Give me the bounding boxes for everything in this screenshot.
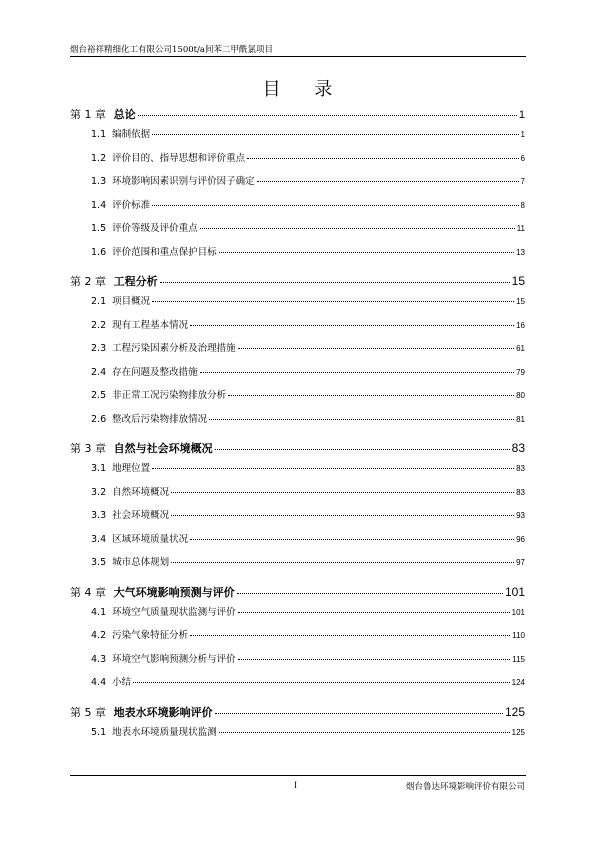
- toc-entry-title: 工程分析: [113, 275, 158, 288]
- toc-entry-number: 2.1: [91, 296, 107, 307]
- toc-entry-number: 1.4: [91, 199, 107, 211]
- toc-entry-page: 101: [504, 584, 525, 599]
- toc-entry-title: 地理位置: [112, 463, 151, 474]
- toc-entry-page: 83: [511, 441, 525, 455]
- toc-entry-number: 3.2: [91, 486, 107, 498]
- dot-leader: [190, 539, 514, 540]
- toc-section-entry[interactable]: [70, 364, 525, 388]
- dot-leader: [190, 635, 510, 636]
- toc-entry-page: 1: [518, 109, 525, 121]
- toc-entry-title: 评价范围和重点保护目标: [112, 246, 217, 258]
- toc-section-entry[interactable]: [70, 484, 525, 508]
- toc-entry-page: 13: [516, 247, 525, 257]
- toc-entry-title: 大气环境影响预测与评价: [113, 585, 235, 599]
- toc-entry-title: 评价标准: [112, 199, 151, 211]
- toc-entry-page: 93: [516, 511, 525, 520]
- toc-entry-title: 地表水环境质量现状监测: [112, 726, 217, 738]
- toc-entry-page: 8: [520, 200, 525, 210]
- dot-leader: [152, 134, 518, 135]
- toc-section-entry[interactable]: [70, 126, 525, 150]
- toc-entry-title: 小结: [112, 677, 132, 688]
- toc-entry-page: 125: [504, 704, 525, 719]
- dot-leader: [238, 612, 510, 613]
- toc-entry-page: 115: [512, 654, 525, 664]
- toc-section-entry[interactable]: [70, 293, 525, 317]
- toc-entry-page: 83: [516, 464, 525, 473]
- toc-entry-page: 81: [516, 414, 525, 424]
- toc-entry-page: 61: [516, 344, 525, 353]
- toc-entry-page: 97: [516, 558, 525, 567]
- toc-entry-number: 4.4: [91, 677, 107, 688]
- dot-leader: [138, 115, 517, 116]
- toc-section-entry[interactable]: [70, 244, 525, 268]
- dot-leader: [219, 732, 510, 733]
- toc-entry-number: 第 5 章: [70, 705, 106, 719]
- toc-entry-number: 1.3: [91, 176, 107, 187]
- toc-entry-page: 11: [516, 224, 525, 233]
- page-number: I: [294, 780, 297, 790]
- toc-section-entry[interactable]: [70, 411, 525, 435]
- toc-entry-page: 79: [516, 367, 525, 377]
- toc-section-entry[interactable]: [70, 220, 525, 244]
- dot-leader: [219, 252, 514, 253]
- toc-section-entry[interactable]: [70, 507, 525, 531]
- toc-entry-number: 1.5: [91, 223, 107, 234]
- dot-leader: [152, 468, 514, 469]
- dot-leader: [171, 492, 514, 493]
- dot-leader: [152, 301, 514, 302]
- dot-leader: [171, 562, 514, 563]
- toc-entry-page: 101: [511, 607, 525, 617]
- toc-entry-number: 第 1 章: [70, 108, 106, 121]
- toc-entry-number: 第 4 章: [70, 585, 106, 599]
- toc-section-entry[interactable]: [70, 150, 525, 174]
- dot-leader: [160, 282, 510, 283]
- dot-leader: [215, 449, 510, 450]
- toc-entry-number: 1.6: [91, 246, 107, 258]
- toc-entry-page: 110: [512, 631, 525, 640]
- header-rule: [70, 56, 526, 57]
- toc-entry-title: 评价等级及评价重点: [112, 223, 198, 234]
- toc-entry-number: 4.1: [91, 606, 107, 618]
- toc-entry-page: 83: [516, 487, 525, 497]
- toc-section-entry[interactable]: [70, 674, 525, 698]
- toc-entry-title: 自然环境概况: [112, 486, 170, 498]
- toc-section-entry[interactable]: [70, 604, 525, 628]
- toc-entry-page: 1: [520, 130, 525, 139]
- toc-chapter-entry[interactable]: [70, 106, 525, 126]
- toc-entry-title: 环境空气质量现状监测与评价: [112, 606, 236, 618]
- toc-entry-number: 2.4: [91, 366, 107, 378]
- toc-entry-title: 存在问题及整改措施: [112, 366, 198, 378]
- toc-entry-number: 第 2 章: [70, 275, 106, 288]
- toc-section-entry[interactable]: [70, 317, 525, 341]
- dot-leader: [228, 395, 514, 396]
- toc-entry-number: 4.2: [91, 630, 107, 641]
- toc-entry-number: 1.2: [91, 152, 107, 164]
- toc-entry-page: 15: [511, 274, 525, 288]
- toc-chapter-entry[interactable]: [70, 584, 525, 604]
- toc-entry-page: 80: [516, 391, 525, 400]
- toc-title: 目 录: [262, 79, 347, 100]
- toc-entry-number: 2.5: [91, 390, 107, 401]
- dot-leader: [152, 205, 518, 206]
- toc-section-entry[interactable]: [70, 531, 525, 555]
- toc-entry-number: 3.3: [91, 510, 107, 521]
- toc-entry-number: 4.3: [91, 653, 107, 665]
- toc-entry-title: 地表水环境影响评价: [113, 705, 213, 719]
- dot-leader: [237, 593, 503, 594]
- footer-company: 烟台鲁达环境影响评价有限公司: [405, 782, 525, 792]
- toc-entry-title: 环境空气影响预测分析与评价: [112, 653, 236, 665]
- toc-chapter-entry[interactable]: [70, 273, 525, 293]
- table-of-contents: [70, 100, 525, 747]
- dot-leader: [238, 348, 514, 349]
- toc-section-entry[interactable]: [70, 387, 525, 411]
- toc-entry-title: 环境影响因素识别与评价因子确定: [112, 176, 255, 187]
- toc-section-entry[interactable]: [70, 627, 525, 651]
- toc-entry-page: 6: [520, 153, 525, 163]
- toc-entry-page: 15: [516, 297, 525, 306]
- toc-chapter-entry[interactable]: [70, 440, 525, 460]
- toc-section-entry[interactable]: [70, 340, 525, 364]
- toc-section-entry[interactable]: [70, 554, 525, 578]
- toc-entry-page: 125: [511, 727, 525, 737]
- toc-entry-number: 3.1: [91, 463, 107, 474]
- toc-entry-title: 社会环境概况: [112, 510, 170, 521]
- toc-entry-number: 3.5: [91, 557, 107, 568]
- dot-leader: [200, 372, 514, 373]
- toc-section-entry[interactable]: [70, 173, 525, 197]
- dot-leader: [238, 659, 511, 660]
- footer-rule: [70, 775, 526, 776]
- dot-leader: [190, 325, 514, 326]
- toc-entry-page: 96: [516, 534, 525, 544]
- toc-entry-title: 非正常工况污染物排放分析: [112, 390, 227, 401]
- toc-entry-number: 第 3 章: [70, 442, 106, 455]
- toc-section-entry[interactable]: [70, 197, 525, 221]
- toc-entry-page: 124: [511, 678, 525, 687]
- toc-entry-number: 2.6: [91, 413, 107, 425]
- dot-leader: [247, 158, 518, 159]
- toc-entry-number: 1.1: [91, 129, 107, 140]
- toc-entry-title: 工程污染因素分析及治理措施: [112, 343, 236, 354]
- toc-entry-title: 总论: [113, 108, 136, 121]
- toc-entry-page: 7: [520, 177, 525, 186]
- toc-entry-title: 编制依据: [112, 129, 151, 140]
- dot-leader: [171, 515, 514, 516]
- dot-leader: [133, 682, 509, 683]
- dot-leader: [209, 419, 514, 420]
- toc-entry-title: 城市总体规划: [112, 557, 170, 568]
- toc-entry-title: 自然与社会环境概况: [113, 442, 213, 455]
- toc-entry-title: 现有工程基本情况: [112, 319, 189, 331]
- toc-entry-title: 区域环境质量状况: [112, 533, 189, 545]
- toc-section-entry[interactable]: [70, 460, 525, 484]
- dot-leader: [200, 228, 515, 229]
- toc-entry-title: 项目概况: [112, 296, 151, 307]
- toc-entry-number: 2.3: [91, 343, 107, 354]
- toc-entry-number: 3.4: [91, 533, 107, 545]
- toc-entry-number: 5.1: [91, 726, 107, 738]
- toc-entry-number: 2.2: [91, 319, 107, 331]
- toc-section-entry[interactable]: [70, 651, 525, 675]
- dot-leader: [257, 181, 519, 182]
- toc-entry-page: 16: [516, 320, 525, 330]
- toc-chapter-entry[interactable]: [70, 704, 525, 724]
- toc-entry-title: 整改后污染物排放情况: [112, 413, 208, 425]
- toc-entry-title: 评价目的、指导思想和评价重点: [112, 152, 246, 164]
- dot-leader: [215, 713, 503, 714]
- toc-section-entry[interactable]: [70, 724, 525, 748]
- toc-entry-title: 污染气象特征分析: [112, 630, 189, 641]
- page-header: 烟台裕祥精细化工有限公司1500t/a间苯二甲酰氯项目: [70, 45, 273, 55]
